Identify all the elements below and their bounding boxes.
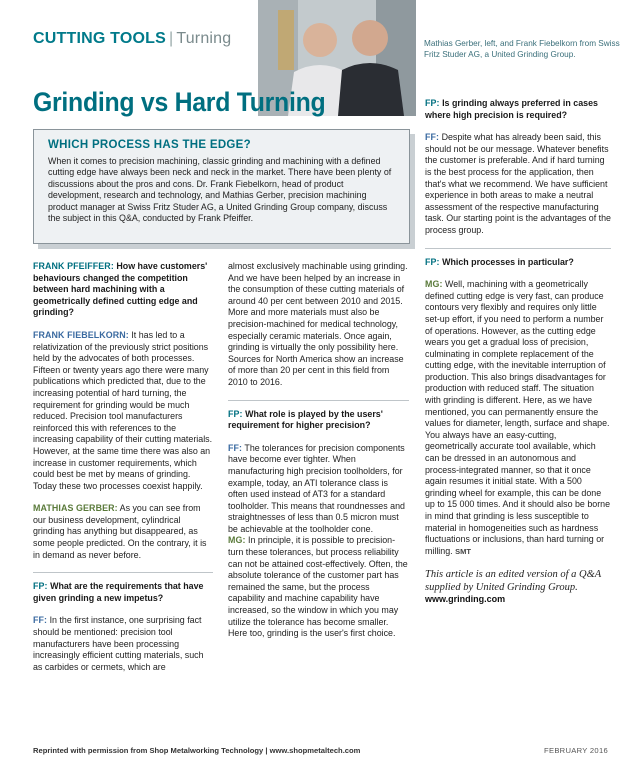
answer-5-mg xyxy=(425,279,611,557)
answer-text: In the first instance, one surprising fact should be mentioned: precision tool manufacturers have been processing increasingly efficient cutting materials, such as carbides or cermets, which are xyxy=(33,615,204,672)
answer-1-mg xyxy=(33,503,213,561)
question-5 xyxy=(425,257,611,269)
column-3 xyxy=(425,98,611,606)
speaker-label: MATHIAS GERBER: xyxy=(33,503,118,514)
speaker-label: FRANK FIEBELKORN: xyxy=(33,329,129,340)
intro-box xyxy=(33,129,410,244)
answer-text: It has led to a relativization of the previously strict positions held by the advocates of both processes. Fifteen or twenty years ago there were many publications which predicted that, due to the increasing potential of hard turning, the requirement for grinding would be much reduced. Precision tool manufacturers reinforced this with references to the increasing capability of their cutting materials. However, at the same time there was also an increase in customer requirements, which could best be met by means of grinding. Today these two processes coexist happily. xyxy=(33,329,213,491)
speaker-label: MG: xyxy=(228,535,246,546)
answer-3-mg xyxy=(228,535,409,639)
question-text: How have customers' behaviours changed the competition between hard machining with a geometrically defined cutting edge and grinding? xyxy=(33,261,208,318)
question-4 xyxy=(425,98,611,121)
speaker-label: FRANK PFEIFFER: xyxy=(33,261,114,271)
divider xyxy=(425,248,611,249)
question-text: Is grinding always preferred in cases where high precision is required? xyxy=(425,98,598,120)
answer-1-ff xyxy=(33,330,213,492)
end-mark: SMT xyxy=(455,546,471,556)
answer-4-ff xyxy=(425,132,611,236)
answer-2-ff xyxy=(33,615,213,673)
speaker-label: FP: xyxy=(33,581,48,592)
speaker-label: MG: xyxy=(425,279,443,290)
intro-box-text: When it comes to precision machining, classic grinding and machining with a defined cutting edge have always been neck and neck in the market. There have been plenty of discussions about the pros and cons. Dr. Frank Fiebelkorn, head of product development, research and technology, and Mathias Gerber, precision machining product manager at Swiss Fritz Studer AG, a United Grinding Group company, discuss the subject in this Q&A, conducted by Frank Pfeiffer. xyxy=(48,156,392,224)
photo-caption: Mathias Gerber, left, and Frank Fiebelkorn from Swiss Fritz Studer AG, a United Grinding Group. xyxy=(424,39,620,59)
article-credit: This article is an edited version of a Q&A supplied by United Grinding Group. xyxy=(425,569,601,594)
article-headline: Grinding vs Hard Turning xyxy=(33,87,326,117)
answer-text: Well, machining with a geometrically defined cutting edge is very fast, can produce contours very flexibly and requires only little set-up effort, if you need to perform a number of operations. However, as the cutting edge wears you get a gradual loss of precision, culminating in complete replacement of the cutting edge, with the inevitable interruption of production. This also brings disadvantages for production with reduced staff. The situation with grinding is different. Here, as we have mentioned, you can permanently ensure the values for diameter, length, surface and shape. You always have an easy-cutting, geometrically accurate tool available, which can be dressed in an autonomous and process-integrated manner, so that it once again resumes it initial state. With a 500 grinding wheel for example, this can be done up to 15 000 times. And it should also be borne in mind that grinding is less susceptible to material in homogeneities such as hardness fluctuations or inclusions, than hard turning or milling. xyxy=(425,279,611,556)
section-label xyxy=(33,30,231,48)
answer-text: The tolerances for precision components have become ever tighter. When manufacturing high precision toolholders, for example, today, an ATI tolerance class is often used instead of AT3 for a standard toolholder. This means that roundnesses and straightnesses of less than 0.5 micron must be achievable at the toolholder cone. xyxy=(228,442,405,534)
speaker-label: FF: xyxy=(33,615,48,626)
question-2 xyxy=(33,581,213,604)
question-text: What role is played by the users' requirement for higher precision? xyxy=(228,408,383,431)
answer-2-continued: almost exclusively machinable using grinding. And we have been helped by an increase in the consumption of these cutting materials of around 40 per cent between 2010 and 2015. More and more materials must also be precision-machined for medical technology, especially ceramic materials. Once again, grinding is virtually the only possibility here. Sources for North America show an increase of more than 20 per cent in this field from 2010 to 2016. xyxy=(228,261,408,387)
section-subname: Turning xyxy=(176,30,232,47)
divider xyxy=(228,400,409,401)
footer-reprint-note: Reprinted with permission from Shop Metalworking Technology | www.shopmetaltech.com xyxy=(33,746,361,755)
question-text: Which processes in particular? xyxy=(442,256,574,267)
footer-date: FEBRUARY 2016 xyxy=(544,746,608,755)
question-3 xyxy=(228,409,409,432)
source-url[interactable]: www.grinding.com xyxy=(425,594,506,605)
answer-text: As you can see from our business development, cylindrical grinding has anything but disappeared, as some people predicted. On the contrary, it is in demand as never before. xyxy=(33,503,207,560)
speaker-label: FP: xyxy=(425,256,440,267)
column-1 xyxy=(33,261,213,684)
speaker-label: FP: xyxy=(425,98,440,108)
section-name: CUTTING TOOLS xyxy=(33,30,166,47)
answer-3-ff xyxy=(228,443,409,536)
speaker-label: FF: xyxy=(228,442,243,453)
question-text: What are the requirements that have given grinding a new impetus? xyxy=(33,581,204,603)
answer-text: Despite what has already been said, this should not be our message. Whatever benefits the customer is preferable. And if hard turning is the best process for the application, then that's what we recommend. We have sufficient experience in both areas to make a neutral assessment of the respective manufacturing task. Our starting point is the advantages of the process group. xyxy=(425,132,611,235)
section-separator: | xyxy=(168,30,174,47)
intro-box-title: WHICH PROCESS HAS THE EDGE? xyxy=(48,139,251,151)
answer-text: In principle, it is possible to precision-turn these tolerances, but process reliability can not be attained cost-effectively. Often, the absolute tolerance of the customer part has remained the same, but the process capability and machine capability have increased, so the window in which you may utilize the tolerance has become smaller. Here too, grinding is the user's first choice. xyxy=(228,535,408,639)
divider xyxy=(33,572,213,573)
speaker-label: FF: xyxy=(425,132,440,143)
speaker-label: FP: xyxy=(228,408,243,419)
question-1 xyxy=(33,261,213,319)
column-2 xyxy=(228,261,409,651)
